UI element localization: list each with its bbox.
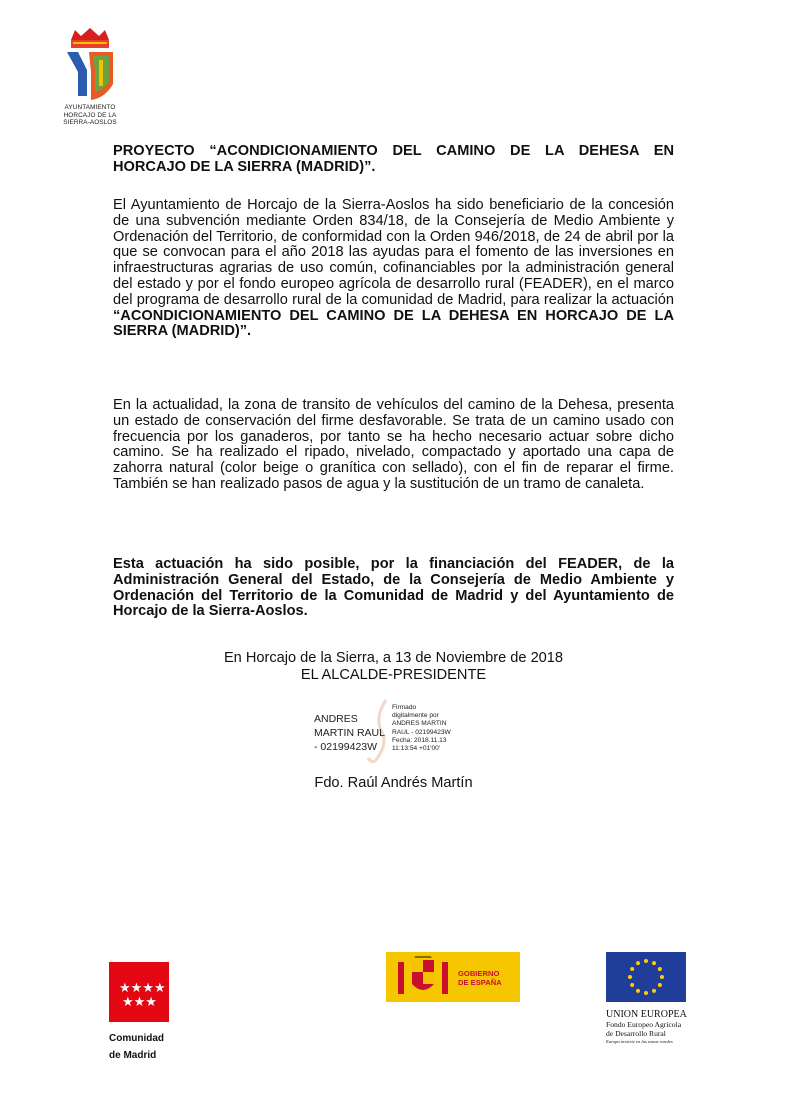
logo-caption-line: SIERRA-AOSLOS [63, 119, 117, 127]
svg-text:★★★: ★★★ [122, 995, 157, 1010]
eu-flag-icon [606, 952, 686, 1002]
union-europea-logo [606, 952, 716, 1045]
coat-of-arms-icon [61, 26, 119, 104]
eu-star-icon [630, 967, 634, 971]
signature-stamp-line: RAUL - 02199423W [392, 728, 451, 736]
signature-stamp-line: 11:13:54 +01'00' [392, 745, 441, 753]
signer-role: EL ALCALDE-PRESIDENTE [300, 667, 487, 683]
eu-fund-line: Fondo Europeo Agrícola [606, 1020, 682, 1029]
signed-by: Fdo. Raúl Andrés Martín [314, 775, 473, 791]
logo-caption-line: AYUNTAMIENTO [64, 104, 116, 111]
signature-stamp-line: Firmado [392, 704, 417, 711]
eu-star-icon [658, 967, 662, 971]
eu-star-icon [658, 983, 662, 987]
signature-stamp-line: digitalmente por [392, 712, 439, 720]
paragraph-description: En la actualidad, la zona de transito de vehículos del camino de la Dehesa, presenta un estado de conservación del firme desfavorable. Se trata de un camino usado con frecuencia por los ganaderos, por tanto se ha hecho necesario actuar sobre dicho camino. Se ha realizado el ripado, nivelado, compactado y aportado una capa de zahorra natural (color beige o granítica con sellado), con el fin de reparar el firme. También se han realizado pasos de agua y la sustitución de un tramo de canaleta. [113, 397, 674, 492]
signature-name-line: ANDRES [314, 713, 358, 725]
signature-stamp-line: Fecha: 2018.11.13 [392, 736, 447, 744]
paragraph-intro-text: El Ayuntamiento de Horcajo de la Sierra-Aoslos ha sido beneficiario de la concesión de una subvención mediante Orden 834/18, de la Consejería de Medio Ambiente y Ordenación del Territorio, de conformidad con la Orden 946/2018, de 24 de abril por la que se convocan para el año 2018 las ayudas para el fomento de las inversiones en infraestructuras agrarias de uso común, cofinanciables por la administración general del estado y por el fondo europeo agrícola de desarrollo rural (FEADER), en el marco del programa de desarrollo rural de la comunidad de Madrid, para realizar la actuación [113, 197, 674, 308]
eu-star-icon [628, 975, 632, 979]
signature-name [314, 712, 385, 754]
eu-title: UNION EUROPEA [606, 1009, 687, 1020]
eu-star-icon [652, 989, 656, 993]
comunidad-madrid-logo [109, 962, 169, 1061]
place-date: En Horcajo de la Sierra, a 13 de Noviembre de 2018 [223, 650, 564, 666]
document-title: PROYECTO “ACONDICIONAMIENTO DEL CAMINO DE LA DEHESA EN HORCAJO DE LA SIERRA (MADRID)”. [113, 143, 674, 175]
cm-caption-line: Comunidad [109, 1033, 164, 1044]
eu-star-icon [636, 989, 640, 993]
signature-stamp [392, 704, 451, 753]
signature-stamp-line: ANDRES MARTIN [392, 720, 447, 728]
cm-caption-line: de Madrid [109, 1050, 157, 1061]
eu-star-icon [636, 961, 640, 965]
paragraph-funding: Esta actuación ha sido posible, por la financiación del FEADER, de la Administración General del Estado, de la Consejería de Medio Ambiente y Ordenación del Territorio de la Comunidad de Madrid y del Ayuntamiento de Horcajo de la Sierra-Aoslos. [113, 556, 674, 620]
logo-caption-line: HORCAJO DE LA [63, 111, 117, 119]
signature-name-line: - 02199423W [314, 741, 378, 753]
gob-caption-line: DE ESPAÑA [458, 977, 502, 987]
spain-coat-of-arms-icon [392, 956, 454, 998]
gob-caption-line: GOBIERNO [458, 969, 500, 978]
eu-star-icon [652, 961, 656, 965]
eu-star-icon [630, 983, 634, 987]
madrid-stars-flag-icon [109, 962, 169, 1022]
gob-caption [458, 970, 502, 987]
digital-signature [314, 704, 484, 764]
svg-text:★★★★: ★★★★ [119, 981, 166, 996]
eu-fund-line: de Desarrollo Rural [606, 1029, 666, 1038]
eu-star-icon [644, 991, 648, 995]
gobierno-espana-logo [386, 952, 520, 1002]
municipality-logo [52, 26, 128, 127]
eu-star-icon [660, 975, 664, 979]
signature-name-line: MARTIN RAUL [314, 727, 385, 739]
paragraph-intro-project-name: “ACONDICIONAMIENTO DEL CAMINO DE LA DEHESA EN HORCAJO DE LA SIERRA (MADRID)”. [113, 307, 674, 340]
paragraph-intro [113, 198, 674, 340]
eu-star-icon [644, 959, 648, 963]
eu-motto: Europa invierte en las zonas rurales [606, 1039, 673, 1044]
